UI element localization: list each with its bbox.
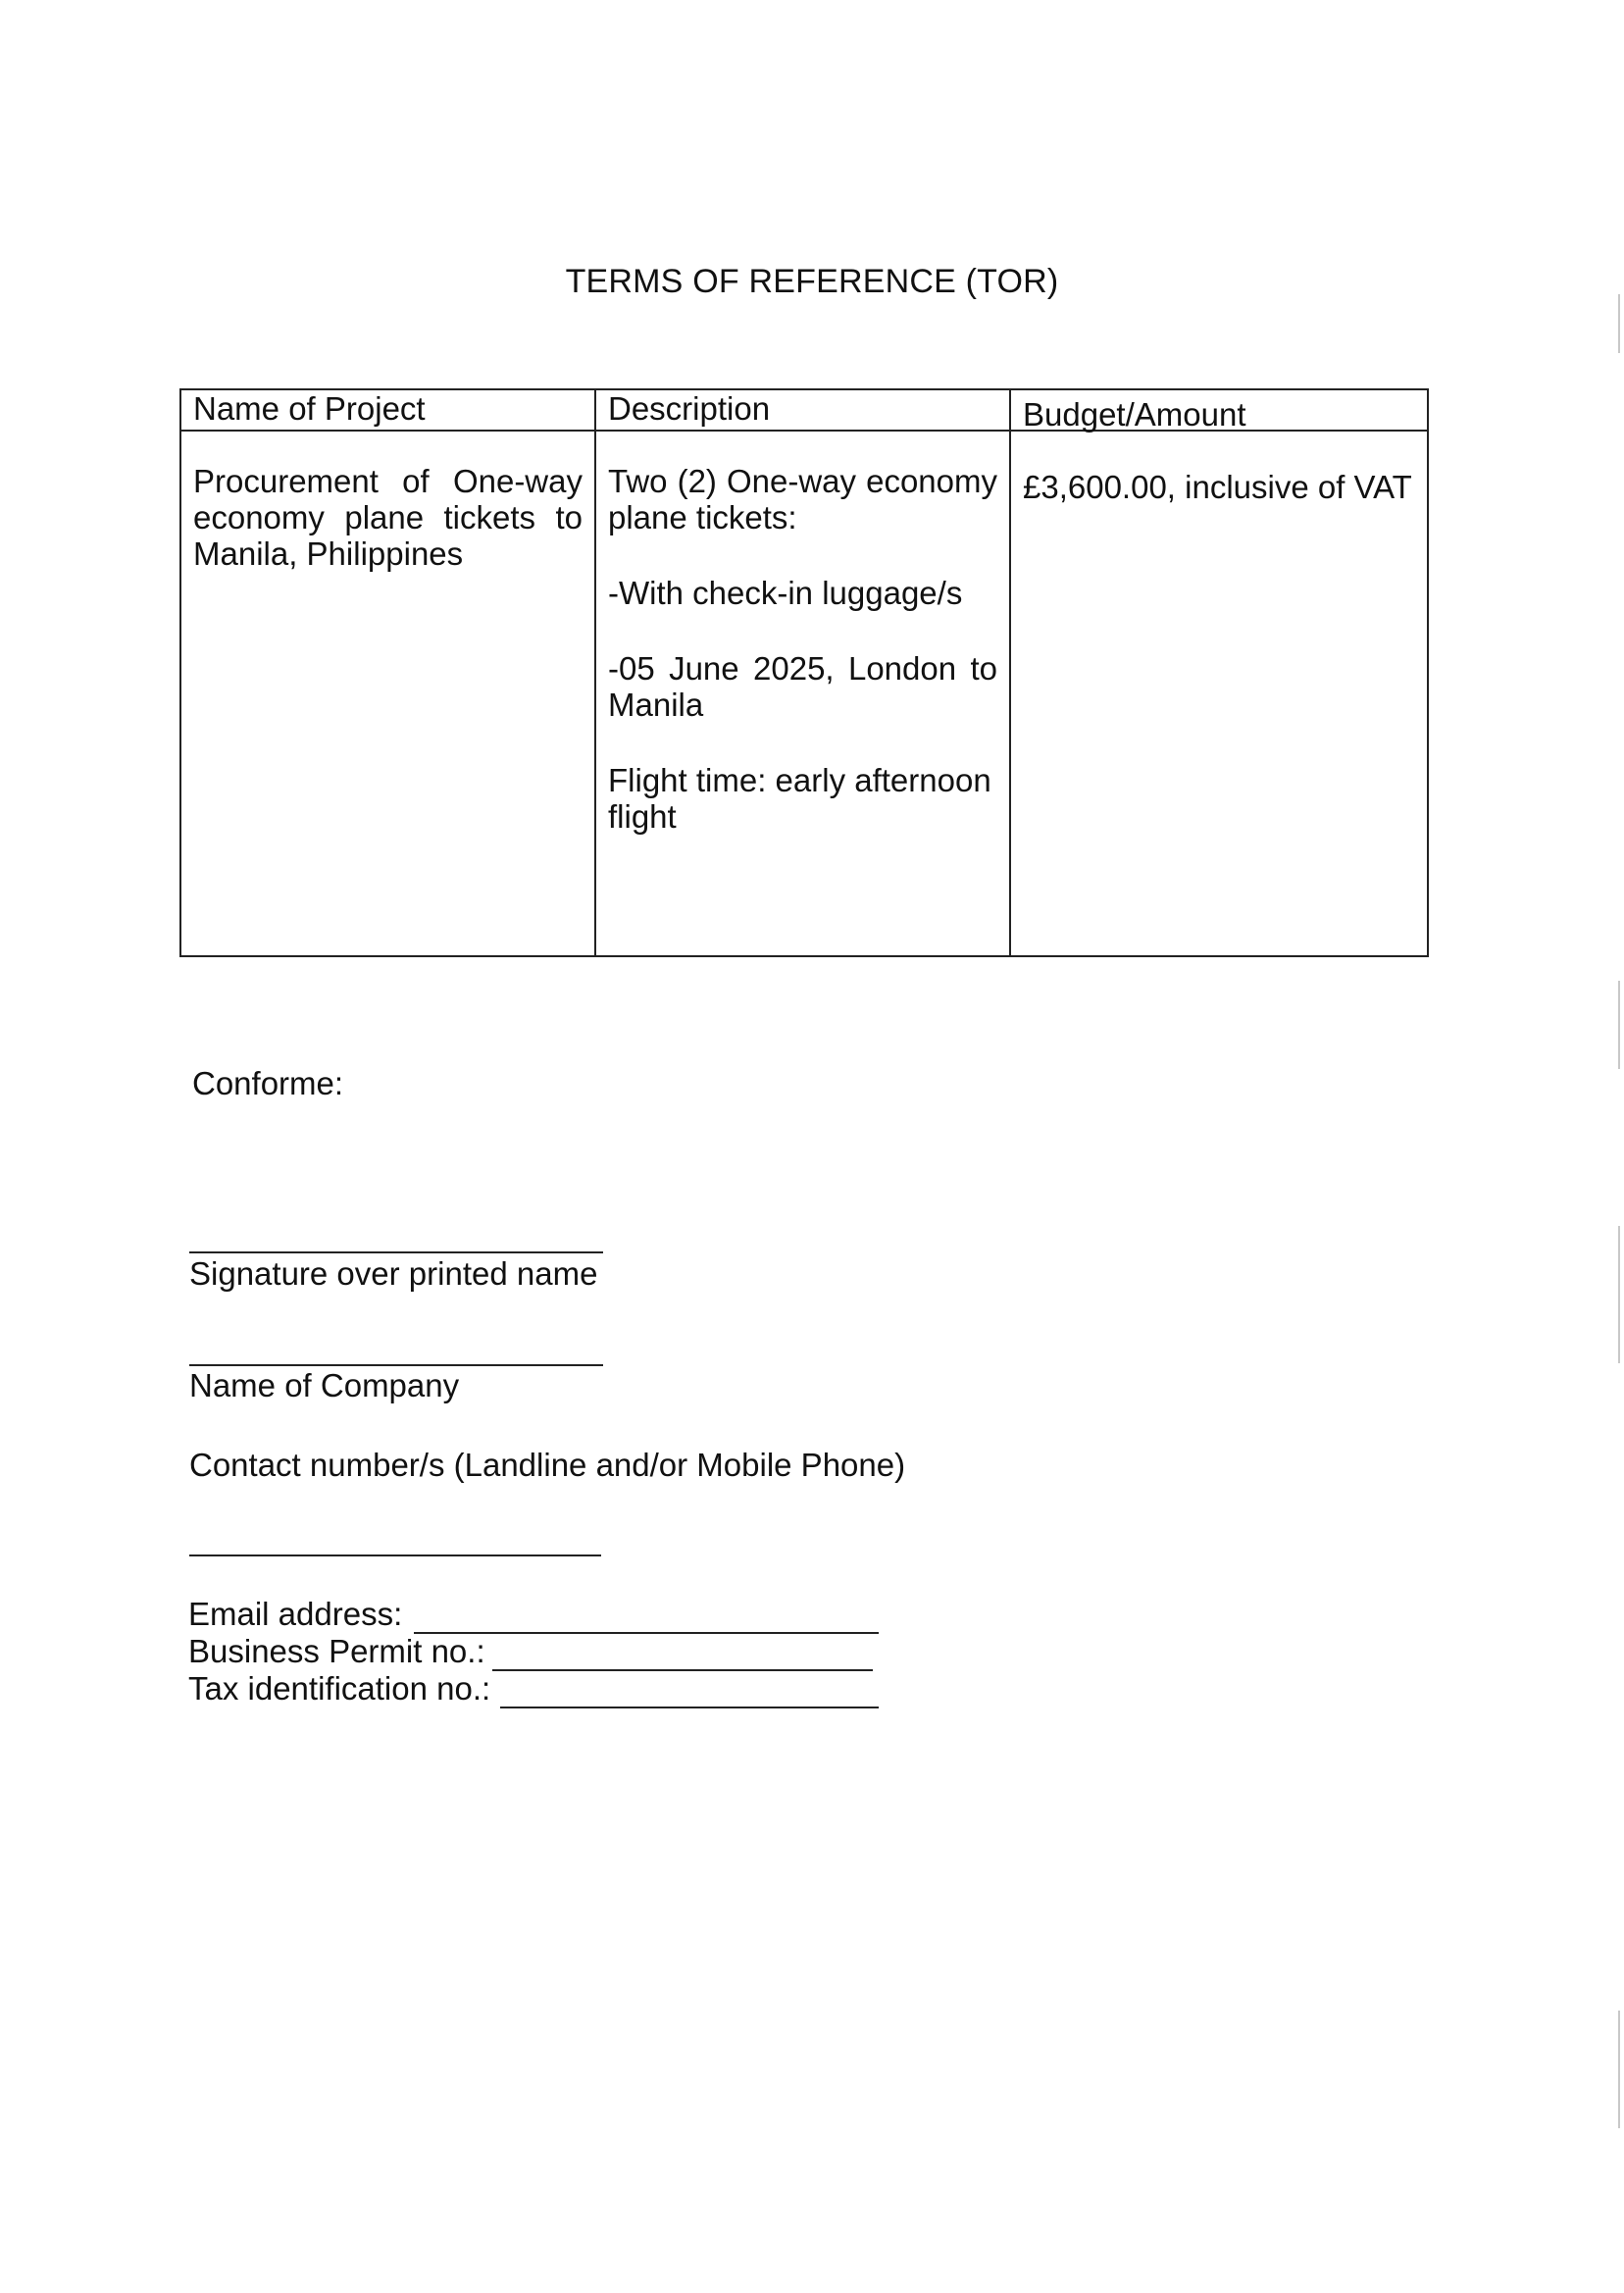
scan-mark — [1618, 981, 1620, 1069]
description-line-3: -05 June 2025, London to Manila — [608, 650, 997, 723]
cell-project — [179, 463, 594, 572]
permit-line[interactable] — [492, 1669, 873, 1671]
cell-description — [594, 463, 1009, 835]
company-line[interactable] — [189, 1364, 603, 1366]
header-budget: Budget/Amount — [1023, 396, 1246, 433]
signature-label: Signature over printed name — [189, 1255, 598, 1292]
cell-budget — [1009, 469, 1425, 505]
conforme-label: Conforme: — [192, 1065, 344, 1101]
company-label: Name of Company — [189, 1367, 460, 1403]
scan-mark — [1618, 2011, 1620, 2128]
signature-line[interactable] — [189, 1251, 603, 1253]
description-line-1: Two (2) One-way economy plane tickets: — [608, 463, 997, 535]
budget-amount: £3,600.00, inclusive of VAT — [1023, 469, 1412, 505]
email-label: Email address: — [188, 1596, 403, 1632]
tin-line[interactable] — [500, 1707, 879, 1708]
tor-table — [179, 388, 1429, 957]
header-description: Description — [608, 390, 771, 427]
permit-label: Business Permit no.: — [188, 1633, 485, 1669]
description-line-4: Flight time: early afternoon flight — [608, 762, 991, 835]
tin-label: Tax identification no.: — [188, 1670, 491, 1707]
description-line-2: -With check-in luggage/s — [608, 575, 963, 611]
project-name: Procurement of One-way economy plane tickets to Manila, Philippines — [193, 463, 583, 572]
contact-line[interactable] — [189, 1554, 601, 1556]
header-project: Name of Project — [193, 390, 426, 427]
scan-mark — [1618, 1226, 1620, 1363]
page-title: TERMS OF REFERENCE (TOR) — [565, 263, 1059, 300]
contact-label: Contact number/s (Landline and/or Mobile Phone) — [189, 1447, 906, 1483]
scan-mark — [1618, 294, 1620, 353]
